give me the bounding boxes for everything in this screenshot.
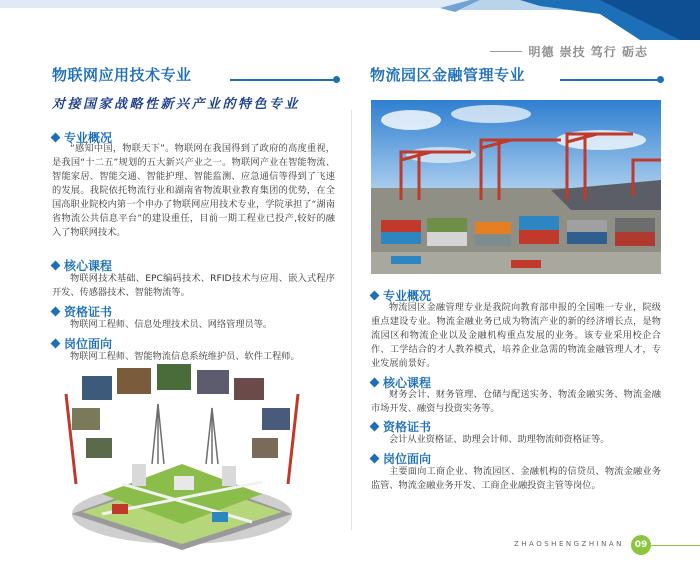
page-number-badge: 09 xyxy=(631,535,651,555)
school-motto: 明德 崇技 笃行 砺志 xyxy=(528,45,648,59)
footer-running-text: ZHAOSHENGZHINAN xyxy=(514,540,624,548)
container-port-photo xyxy=(371,100,661,274)
right-section-overview-text: 物流园区金融管理专业是我院向教育部申报的全国唯一专业，院级重点建设专业。物流金融业务已成为物流产业的新的经济增长点，是物流园区和物流企业以及金融机构重点发展的业务。该专业采用校企合作、工学结合的才人教养模式，培养企业急需的物流金融管理人才，专业发展前景好。 xyxy=(371,302,661,369)
left-section-courses-heading: 核心课程 xyxy=(52,257,112,274)
left-slogan: 对接国家战略性新兴产业的特色专业 xyxy=(52,97,301,112)
diamond-bullet-icon xyxy=(51,133,61,143)
left-section-careers-text: 物联网工程师、智能物流信息系统维护员、软件工程师。 xyxy=(70,351,300,362)
footer-rule xyxy=(651,545,700,546)
diamond-bullet-icon xyxy=(51,307,61,317)
left-section-overview-text: “感知中国，物联天下”。物联网在我国得到了政府的高度重视，是我国“十二五”规划的五大新兴产业之一。物联网产业在智能物流、智能家居、智能交通、智能护理、智能监测、应急通信等得到了飞速的发展。我院依托物流行业和湖南省物流职业教育集团的优势，在全国高职业院校内第一个申办了物联网应用技术专业，学院承担了“湖南省物流公共信息平台”的建设重任，目前一期工程业已投产,较好的融入了物联网技术。 xyxy=(52,143,335,238)
diamond-bullet-icon xyxy=(370,291,380,301)
diamond-bullet-icon xyxy=(51,261,61,271)
right-section-overview-heading: 专业概况 xyxy=(371,287,431,304)
right-section-careers-text: 主要面向工商企业、物流园区、金融机构的信贷员、物流金融业务监管、物流金融业务开发、工商企业融投资主管等岗位。 xyxy=(371,466,661,491)
left-title-dot xyxy=(333,76,340,83)
diamond-bullet-icon xyxy=(370,378,380,388)
left-title-underline xyxy=(230,79,336,81)
right-title-underline xyxy=(560,79,660,81)
right-section-courses-text: 财务会计、财务管理、仓储与配送实务、物流金融实务、物流金融市场开发、融资与投资实务等。 xyxy=(371,389,661,414)
motto-divider xyxy=(490,51,522,52)
left-section-overview-heading: 专业概况 xyxy=(52,129,112,146)
diamond-bullet-icon xyxy=(51,339,61,349)
right-section-certificates-text: 会计从业资格证、助理会计师、助理物流师资格证等。 xyxy=(389,434,610,445)
page-gutter xyxy=(351,110,352,530)
right-section-careers-heading: 岗位面向 xyxy=(371,450,431,467)
right-section-certificates-heading: 资格证书 xyxy=(371,418,431,435)
page-bottom-margin xyxy=(0,562,700,587)
right-page-title: 物流园区金融管理专业 xyxy=(370,66,526,84)
header-decoration xyxy=(0,0,700,40)
left-section-certificates-heading: 资格证书 xyxy=(52,303,112,320)
right-title-dot xyxy=(657,76,664,83)
diamond-bullet-icon xyxy=(370,454,380,464)
left-section-certificates-text: 物联网工程师、信息处理技术员、网络管理员等。 xyxy=(70,319,273,330)
left-page-title: 物联网应用技术专业 xyxy=(52,66,192,84)
left-section-courses-text: 物联网技术基础、EPC编码技术、RFID技术与应用、嵌入式程序开发、传感器技术、智能物流等。 xyxy=(52,273,335,298)
diamond-bullet-icon xyxy=(370,422,380,432)
iot-smart-city-illustration xyxy=(62,364,302,550)
right-section-courses-heading: 核心课程 xyxy=(371,374,431,391)
left-section-careers-heading: 岗位面向 xyxy=(52,335,112,352)
